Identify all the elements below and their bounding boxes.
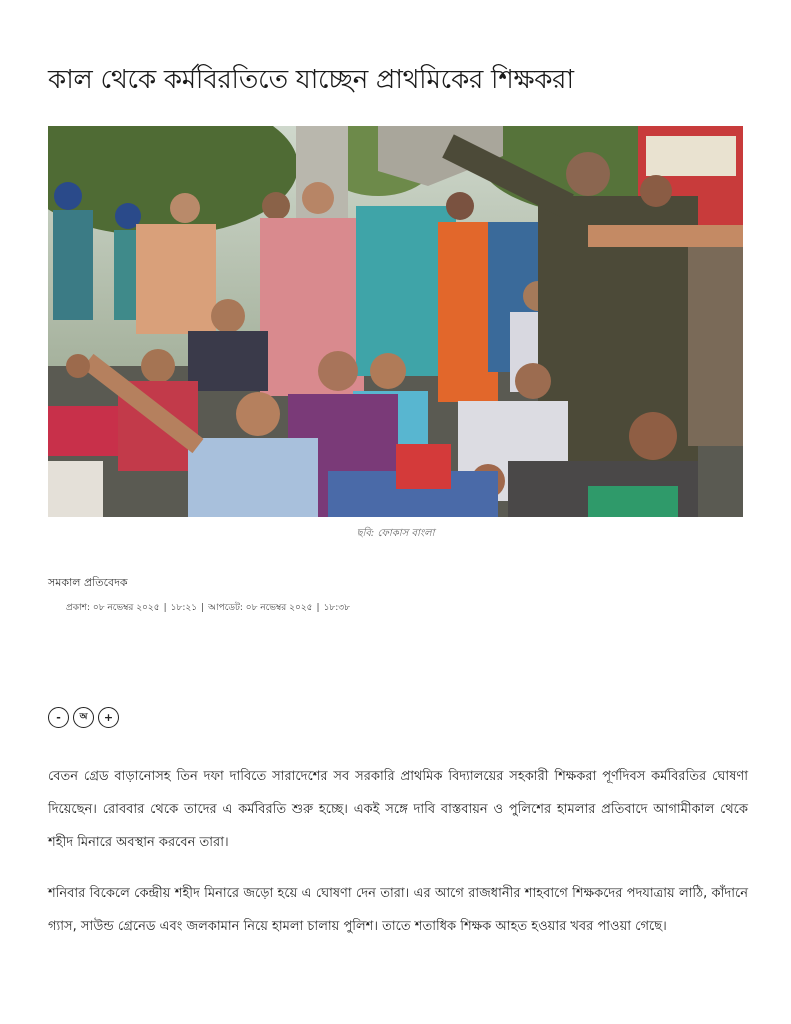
article-photo <box>48 126 743 517</box>
updated-time: ১৮:৩৮ <box>323 603 350 613</box>
updated-date: আপডেট: ০৮ নভেম্বর ২০২৫ <box>208 603 313 613</box>
article-paragraph: শনিবার বিকেলে কেন্দ্রীয় শহীদ মিনারে জড়ো হয়ে এ ঘোষণা দেন তারা। এর আগে রাজধানীর শাহবাগে শিক্ষকদের পদযাত্রায় লাঠি, কাঁদানে গ্যাস, সাউন্ড গ্রেনেড এবং জলকামান নিয়ে হামলা চালায় পুলিশ। তাতে শতাধিক শিক্ষক আহত হওয়ার খবর পাওয়া গেছে। <box>48 886 748 934</box>
font-size-tools <box>48 707 119 728</box>
date-separator: | <box>316 603 320 613</box>
font-reset-button[interactable] <box>73 707 94 728</box>
font-decrease-button[interactable]: - <box>48 707 69 728</box>
date-separator: | <box>201 603 205 613</box>
protest-photo-illustration <box>48 126 743 517</box>
font-reset-label: অ <box>79 712 88 722</box>
article-byline: সমকাল প্রতিবেদক <box>48 576 128 589</box>
article-headline: কাল থেকে কর্মবিরতিতে যাচ্ছেন প্রাথমিকের শিক্ষকরা <box>48 65 574 95</box>
article-paragraph: বেতন গ্রেড বাড়ানোসহ তিন দফা দাবিতে সারাদেশের সব সরকারি প্রাথমিক বিদ্যালয়ের সহকারী শিক্ষকরা পূর্ণদিবস কর্মবিরতির ঘোষণা দিয়েছেন। রোববার থেকে তাদের এ কর্মবিরতি শুরু হচ্ছে। একই সঙ্গে দাবি বাস্তবায়ন ও পুলিশের হামলার প্রতিবাদে আগামীকাল থেকে শহীদ মিনারে অবস্থান করবেন তারা। <box>48 769 748 850</box>
article-dates <box>66 600 350 615</box>
date-separator: | <box>163 603 167 613</box>
published-time: ১৮:২১ <box>170 603 198 613</box>
photo-caption: ছবি: ফোকাস বাংলা <box>356 528 435 539</box>
font-increase-button[interactable]: + <box>98 707 119 728</box>
published-date: প্রকাশ: ০৮ নভেম্বর ২০২৫ <box>66 603 160 613</box>
